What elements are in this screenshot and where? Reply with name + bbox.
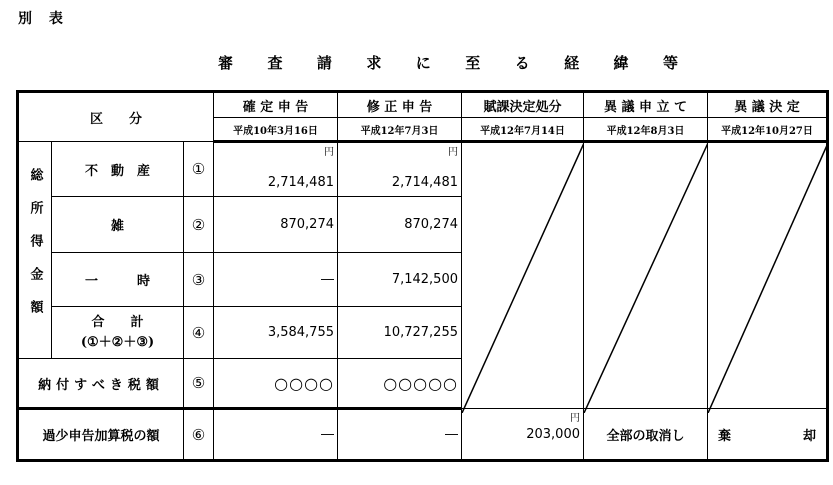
date-igi: 平成12年8月3日	[584, 118, 708, 142]
cell-fuka-penalty: 円 203,000	[462, 409, 584, 461]
cell-kakutei-3: ―	[214, 253, 338, 307]
tax-row-label: 納付すべき税額	[18, 359, 184, 409]
cell-shusei-4: 10,727,255	[338, 307, 462, 359]
history-table	[16, 90, 829, 462]
col-fuka: 賦課決定処分	[462, 92, 584, 118]
cell-kakutei-2: 870,274	[214, 197, 338, 253]
cell-kakutei-1: 円 2,714,481	[214, 142, 338, 197]
cell-shusei-penalty: ―	[338, 409, 462, 461]
title-char: 至	[465, 54, 481, 72]
page-title	[218, 52, 678, 73]
row-label-gokei: 合 計 (①＋②＋③)	[52, 307, 184, 359]
date-shusei: 平成12年7月3日	[338, 118, 462, 142]
page-label: 別 表	[18, 11, 69, 27]
title-char: 等	[662, 54, 678, 72]
date-kettei: 平成12年10月27日	[708, 118, 828, 142]
cell-shusei-3: 7,142,500	[338, 253, 462, 307]
row-no-4: ④	[184, 307, 214, 359]
cell-shusei-2: 870,274	[338, 197, 462, 253]
title-char: 請	[316, 54, 332, 72]
col-kettei: 異 議 決 定	[708, 92, 828, 118]
date-kakutei: 平成10年3月16日	[214, 118, 338, 142]
row-no-6: ⑥	[184, 409, 214, 461]
col-igi: 異 議 申 立 て	[584, 92, 708, 118]
group-label: 総所得金額	[18, 142, 52, 359]
cell-shusei-tax: ○○○○○	[338, 359, 462, 409]
row-no-3: ③	[184, 253, 214, 307]
title-char: 査	[267, 54, 283, 72]
title-char: 経	[564, 54, 580, 72]
row-no-5: ⑤	[184, 359, 214, 409]
row-no-1: ①	[184, 142, 214, 197]
row-label-zatsu: 雑	[52, 197, 184, 253]
cell-shusei-1: 円 2,714,481	[338, 142, 462, 197]
title-char: 審	[218, 54, 234, 72]
diag-kettei	[708, 142, 828, 409]
kubun-header: 区 分	[18, 92, 214, 142]
title-char: 求	[366, 54, 382, 72]
diag-igi	[584, 142, 708, 409]
title-char: に	[415, 54, 431, 72]
cell-kakutei-4: 3,584,755	[214, 307, 338, 359]
cell-igi-penalty: 全部の取消し	[584, 409, 708, 461]
title-char: る	[514, 54, 530, 72]
row-label-fudosan: 不 動 産	[52, 142, 184, 197]
cell-kakutei-penalty: ―	[214, 409, 338, 461]
diag-fuka	[462, 142, 584, 409]
col-kakutei: 確 定 申 告	[214, 92, 338, 118]
cell-kakutei-tax: ○○○○	[214, 359, 338, 409]
cell-kettei-penalty: 棄 却	[708, 409, 828, 461]
row-label-ichiji: 一 時	[52, 253, 184, 307]
col-shusei: 修 正 申 告	[338, 92, 462, 118]
date-fuka: 平成12年7月14日	[462, 118, 584, 142]
penalty-row-label: 過少申告加算税の額	[18, 409, 184, 461]
title-char: 緯	[613, 54, 629, 72]
row-no-2: ②	[184, 197, 214, 253]
